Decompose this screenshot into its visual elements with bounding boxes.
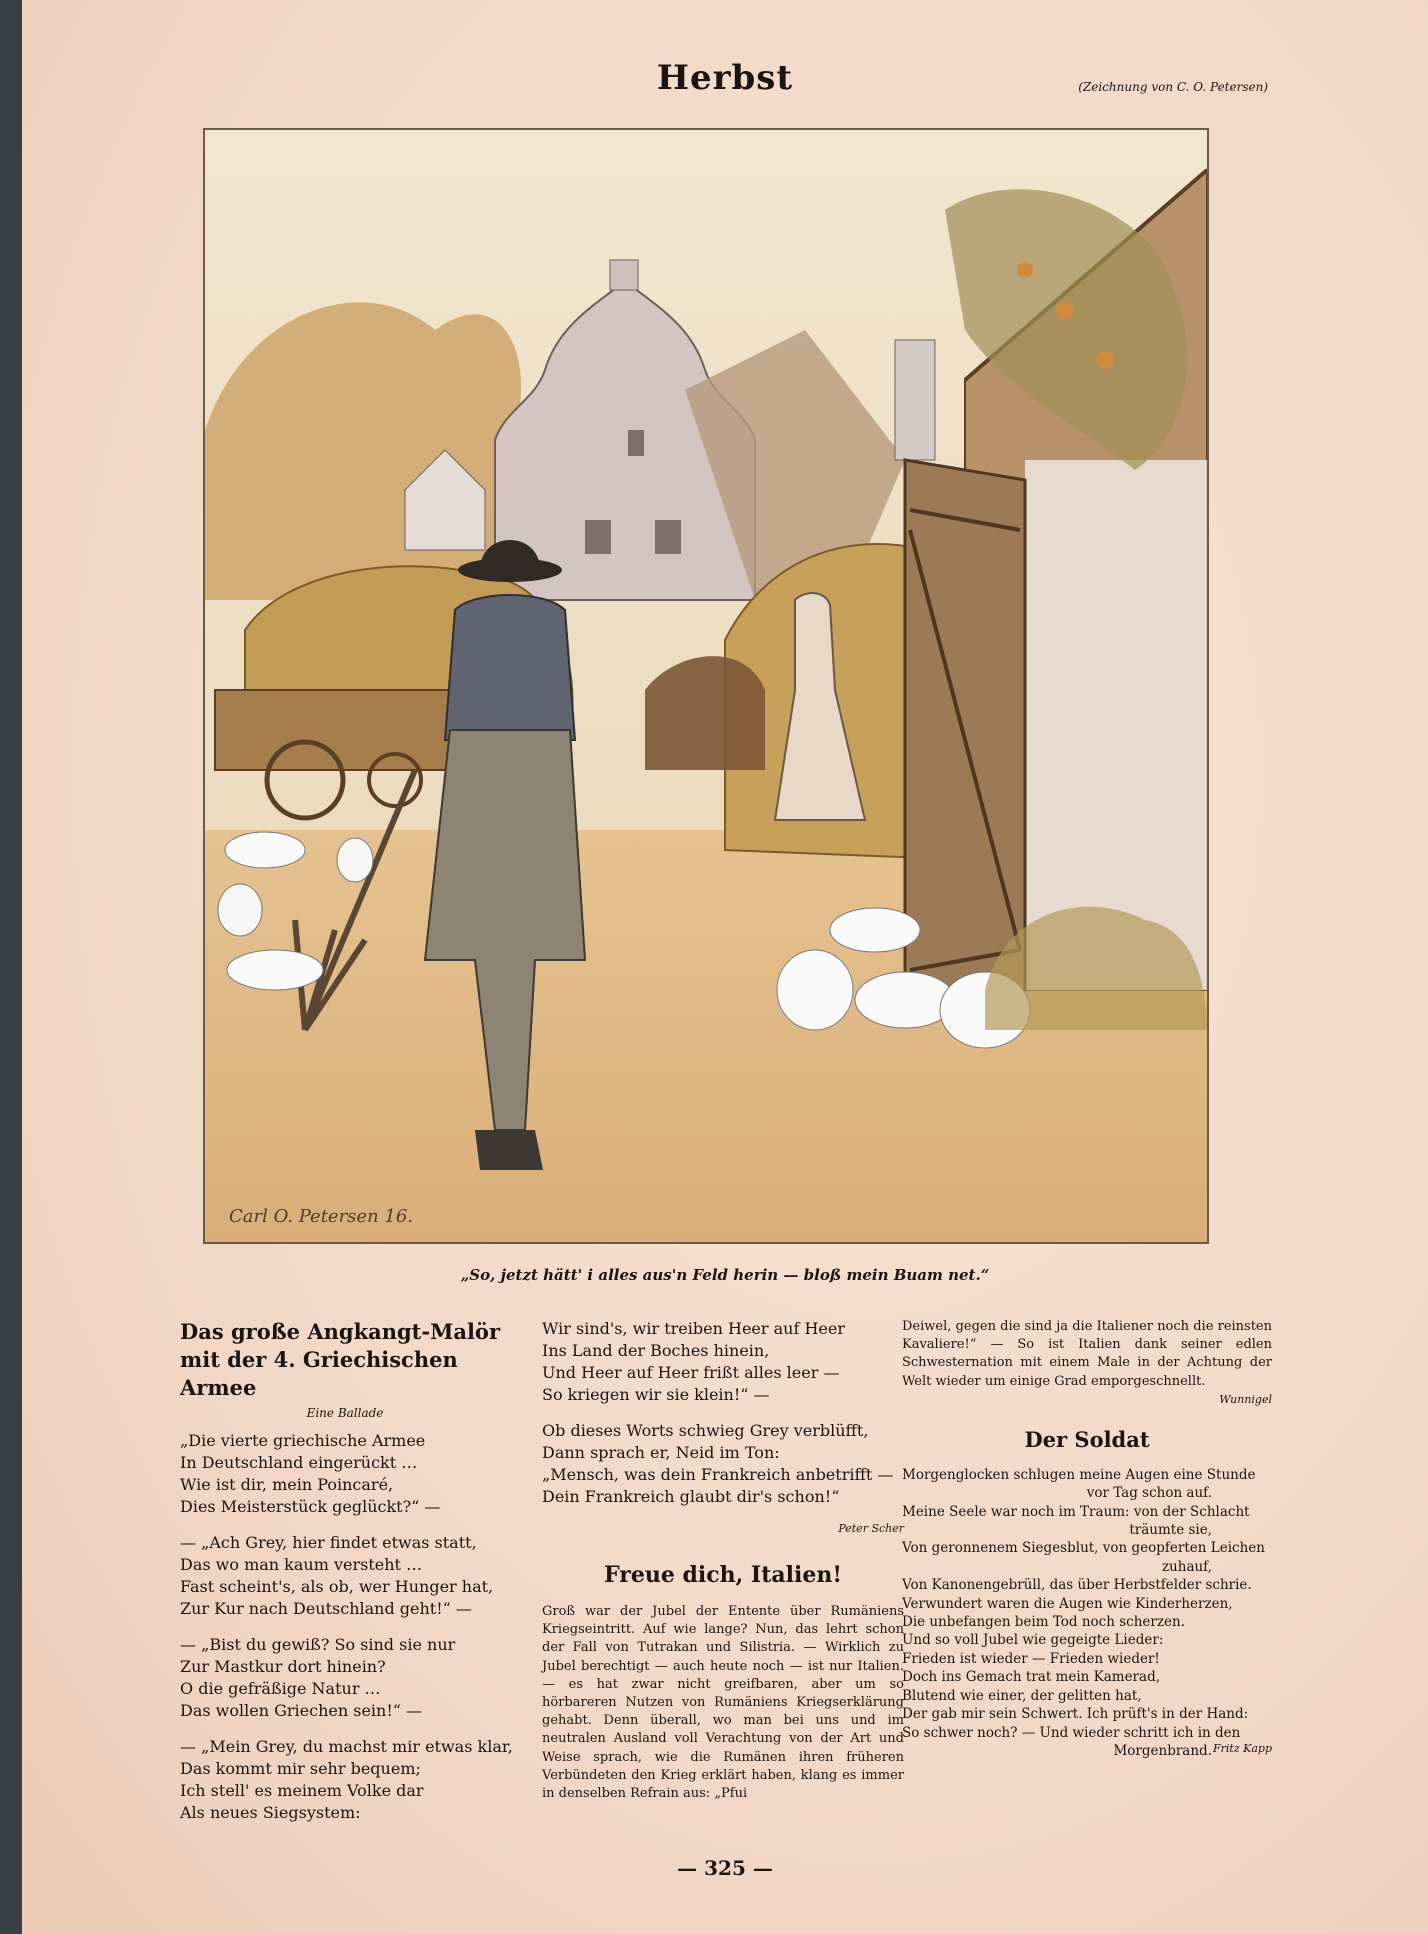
verse-line: — „Mein Grey, du machst mir etwas klar, bbox=[180, 1737, 513, 1756]
verse-line: In Deutschland eingerückt … bbox=[180, 1453, 418, 1472]
ballad-author: Peter Scher bbox=[838, 1522, 904, 1535]
verse-line: Das kommt mir sehr bequem; bbox=[180, 1759, 421, 1778]
illustration-herbst bbox=[203, 128, 1209, 1244]
verse-line: Und Heer auf Heer frißt alles leer — bbox=[542, 1363, 840, 1382]
verse-line: Morgenglocken schlugen meine Augen eine Stunde bbox=[902, 1466, 1256, 1483]
ballad-title-line-1: Das große Angkangt-Malör bbox=[180, 1319, 501, 1344]
column-ballad bbox=[180, 1318, 513, 1838]
verse-line: So kriegen wir sie klein!“ — bbox=[542, 1385, 770, 1404]
verse-line: Dies Meisterstück geglückt?“ — bbox=[180, 1497, 441, 1516]
illustration-caption: „So, jetzt hätt' i alles aus'n Feld herin — bloß mein Buam net.“ bbox=[460, 1266, 990, 1284]
verse-line: Frieden ist wieder — Frieden wieder! bbox=[902, 1650, 1160, 1667]
stanza bbox=[180, 1430, 510, 1518]
italien-text: Groß war der Jubel der Entente über Rumäniens Kriegseintritt. Auf wie lange? Nun, das lehrt schon der Fall von Tutrakan und Silistria. — Wirklich zu Jubel berechtigt — auch heute noch — ist nur Italien. — es hat zwar nicht greifbaren, aber um so hörbareren Nutzen von Rumäniens Kriegserklärung gehabt. Denn überall, wo man bei uns und im neutralen Ausland voll Verachtung von der Art und Weise sprach, wie die Rumänen ihren früheren Verbündeten den Krieg erklärt haben, klang es immer in denselben Refrain aus: „Pfui bbox=[542, 1604, 904, 1802]
verse-line: Zur Mastkur dort hinein? bbox=[180, 1657, 386, 1676]
verse-line: Und so voll Jubel wie gegeigte Lieder: bbox=[902, 1632, 1164, 1649]
verse-line: zuhauf, bbox=[1161, 1558, 1212, 1575]
ballad-subtitle: Eine Ballade bbox=[306, 1406, 384, 1420]
italien-author: Wunnigel bbox=[1219, 1392, 1272, 1406]
verse-line: vor Tag schon auf. bbox=[1086, 1485, 1212, 1502]
verse-line: Als neues Siegsystem: bbox=[180, 1803, 361, 1822]
verse-line: O die gefräßige Natur … bbox=[180, 1679, 381, 1698]
illustration-credit: (Zeichnung von C. O. Petersen) bbox=[1078, 80, 1268, 94]
verse-line: Das wollen Griechen sein!“ — bbox=[180, 1701, 423, 1720]
verse-line: Die unbefangen beim Tod noch scherzen. bbox=[902, 1614, 1185, 1631]
verse-line: Meine Seele war noch im Traum: von der Schlacht bbox=[902, 1503, 1250, 1520]
verse-line: Der gab mir sein Schwert. Ich prüft's in der Hand: bbox=[902, 1706, 1249, 1723]
verse-line: Ich stell' es meinem Volke dar bbox=[180, 1781, 424, 1800]
verse-line: Von geronnenem Siegesblut, von geopferten Leichen bbox=[902, 1540, 1265, 1557]
verse-line: „Mensch, was dein Frankreich anbetrifft — bbox=[542, 1465, 894, 1484]
verse-line: Dann sprach er, Neid im Ton: bbox=[542, 1443, 780, 1462]
stanza bbox=[180, 1634, 510, 1722]
stanza bbox=[542, 1420, 904, 1508]
verse-line: — „Ach Grey, hier findet etwas statt, bbox=[180, 1533, 477, 1552]
italien-title: Freue dich, Italien! bbox=[604, 1562, 842, 1588]
soldat-poem bbox=[902, 1466, 1272, 1761]
stanza bbox=[180, 1736, 513, 1824]
verse-line: Das wo man kaum versteht … bbox=[180, 1555, 423, 1574]
verse-line: Doch ins Gemach trat mein Kamerad, bbox=[902, 1669, 1160, 1686]
stanza bbox=[180, 1532, 510, 1620]
verse-line: Morgenbrand. bbox=[1113, 1742, 1212, 1759]
stanza bbox=[542, 1318, 904, 1406]
ballad-title-line-2: mit der 4. Griechischen Armee bbox=[180, 1347, 458, 1400]
page-title: Herbst bbox=[656, 58, 794, 98]
verse-line: Wie ist dir, mein Poincaré, bbox=[180, 1475, 394, 1494]
verse-line: Blutend wie einer, der gelitten hat, bbox=[902, 1687, 1142, 1704]
verse-line: Ins Land der Boches hinein, bbox=[542, 1341, 770, 1360]
ballad-title bbox=[180, 1318, 510, 1402]
artist-signature: Carl O. Petersen 16. bbox=[229, 1206, 414, 1227]
page-number: — 325 — bbox=[677, 1856, 773, 1880]
verse-line: Verwundert waren die Augen wie Kinderherzen, bbox=[902, 1595, 1233, 1612]
farmyard-drawing bbox=[205, 130, 1207, 1242]
ballad-stanzas-part-2 bbox=[542, 1318, 904, 1508]
verse-line: Von Kanonengebrüll, das über Herbstfelder schrie. bbox=[902, 1577, 1252, 1594]
italien-text-continued: Deiwel, gegen die sind ja die Italiener noch die reinsten Kavaliere!“ — So ist Italien dank seiner edlen Schwesternation mit einem Male in der Achtung der Welt wieder um einige Grad emporgeschnellt. bbox=[902, 1319, 1272, 1389]
verse-line: träumte sie, bbox=[1129, 1522, 1212, 1539]
column-right bbox=[902, 1318, 1272, 1763]
soldat-author: Fritz Kapp bbox=[1213, 1742, 1272, 1756]
ballad-stanzas-part-1 bbox=[180, 1430, 513, 1824]
verse-line: So schwer noch? — Und wieder schritt ich in den bbox=[902, 1724, 1241, 1741]
soldat-title: Der Soldat bbox=[1024, 1426, 1150, 1452]
verse-line: Wir sind's, wir treiben Heer auf Heer bbox=[542, 1319, 845, 1338]
verse-line: Fast scheint's, als ob, wer Hunger hat, bbox=[180, 1577, 494, 1596]
verse-line: Zur Kur nach Deutschland geht!“ — bbox=[180, 1599, 472, 1618]
verse-line: — „Bist du gewiß? So sind sie nur bbox=[180, 1635, 456, 1654]
verse-line: Dein Frankreich glaubt dir's schon!“ bbox=[542, 1487, 840, 1506]
verse-line: Ob dieses Worts schwieg Grey verblüfft, bbox=[542, 1421, 869, 1440]
column-middle bbox=[542, 1318, 904, 1803]
verse-line: „Die vierte griechische Armee bbox=[180, 1431, 426, 1450]
magazine-page bbox=[22, 0, 1428, 1934]
